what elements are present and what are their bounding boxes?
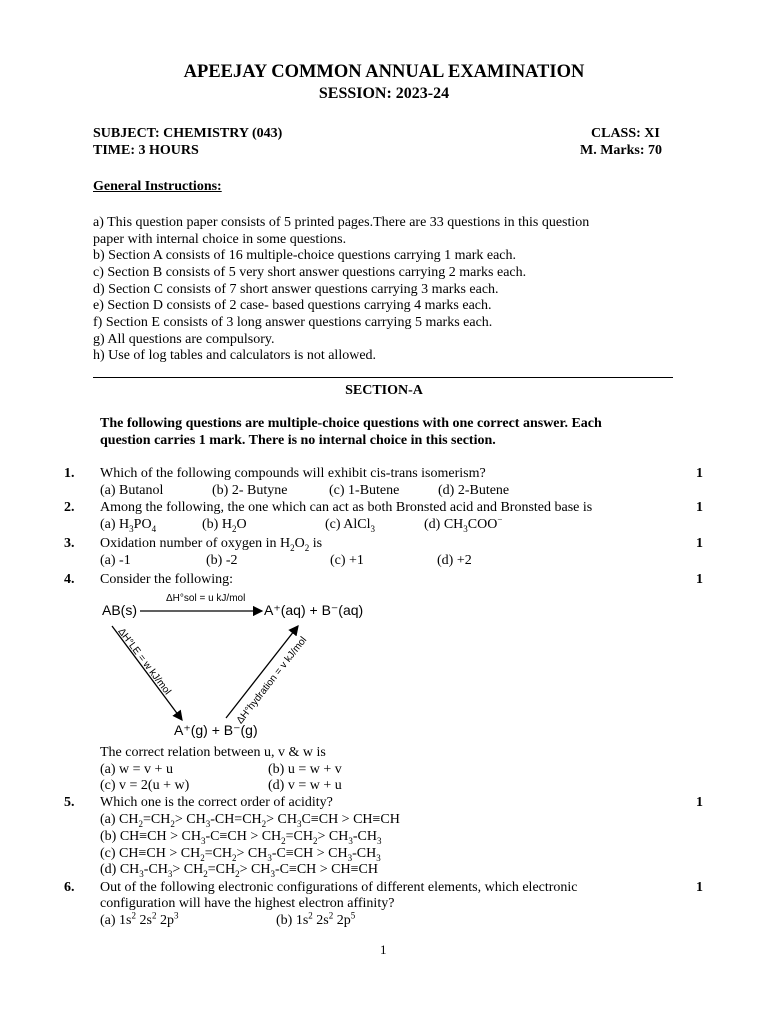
question-mark: 1	[696, 880, 703, 895]
question-number: 4.	[64, 572, 75, 587]
question-number: 6.	[64, 880, 75, 895]
question-mark: 1	[696, 572, 703, 587]
question-mark: 1	[696, 466, 703, 481]
question-text: Out of the following electronic configurations of different elements, which electronic	[100, 880, 578, 895]
diagram-label-ab: AB(s)	[102, 602, 137, 618]
option: (b) u = w + v	[268, 762, 342, 777]
instruction-line: paper with internal choice in some questions.	[93, 232, 347, 247]
instruction-line: b) Section A consists of 16 multiple-choice questions carrying 1 mark each.	[93, 248, 517, 263]
question-text: The correct relation between u, v & w is	[100, 745, 326, 760]
question-text: Which one is the correct order of acidity?	[100, 795, 333, 810]
option: (b) $CH\equiv CH > CH_3-C\equiv CH > CH_2=CH_2> CH_3-CH_3$	[100, 829, 382, 846]
question-mark: 1	[696, 536, 703, 551]
option: (c) 1-Butene	[329, 483, 400, 498]
option: (b) -2	[206, 553, 238, 568]
question-mark: 1	[696, 500, 703, 515]
section-a-heading: SECTION-A	[345, 383, 423, 398]
option: (c) +1	[330, 553, 364, 568]
instruction-line: f) Section E consists of 3 long answer questions carrying 5 marks each.	[93, 315, 493, 330]
diagram-label-gaseous: A⁺(g) + B⁻(g)	[174, 722, 258, 738]
option: (a) $1s^2$ $2s^2$ $2p^3$	[100, 910, 179, 928]
option: (c) AlCl$_3$	[325, 517, 375, 534]
section-a-intro: question carries 1 mark. There is no internal choice in this section.	[100, 433, 496, 448]
section-a-intro: The following questions are multiple-choice questions with one correct answer. Each	[100, 416, 602, 431]
session-label: SESSION: 2023-24	[318, 85, 450, 102]
question-number: 3.	[64, 536, 75, 551]
time-label: TIME: 3 HOURS	[93, 143, 199, 158]
option: (a) $CH_2=CH_2> CH_3-CH=CH_2> CH_3C\equiv CH > CH\equiv CH$	[100, 812, 400, 829]
question-text: Consider the following:	[100, 572, 233, 587]
question-text: Oxidation number of oxygen in $H_2O_2$ is	[100, 536, 323, 553]
instruction-line: e) Section D consists of 2 case- based questions carrying 4 marks each.	[93, 298, 492, 313]
page-number: 1	[380, 942, 387, 957]
question-number: 1.	[64, 466, 75, 481]
option: (b) $H_2O$	[202, 517, 247, 534]
diagram-label-aqueous: A⁺(aq) + B⁻(aq)	[264, 602, 364, 618]
question-text: configuration will have the highest electron affinity?	[100, 896, 395, 911]
option: (c) v = 2(u + w)	[100, 778, 190, 793]
option: (a) Butanol	[100, 483, 164, 498]
instruction-line: a) This question paper consists of 5 printed pages.There are 33 questions in this question	[93, 215, 590, 230]
exam-title: APEEJAY COMMON ANNUAL EXAMINATION	[183, 62, 585, 82]
option: (b) 2- Butyne	[212, 483, 288, 498]
question-mark: 1	[696, 795, 703, 810]
instructions-heading: General Instructions:	[93, 179, 222, 194]
option: (c) $CH\equiv CH > CH_2=CH_2> CH_3-C\equiv CH > CH_3-CH_3$	[100, 846, 381, 863]
diagram-label-sol: ΔH°sol = u kJ/mol	[166, 593, 246, 604]
diagram-label-le: ΔH°LE = w kJ/mol	[115, 626, 173, 698]
option: (b) $1s^2$ $2s^2$ $2p^5$	[276, 910, 356, 928]
question-text: Which of the following compounds will exhibit cis-trans isomerism?	[100, 466, 486, 481]
marks-label: M. Marks: 70	[580, 143, 663, 158]
question-number: 5.	[64, 795, 75, 810]
option: (a) $H_3PO_4$	[100, 517, 157, 534]
instruction-line: g) All questions are compulsory.	[93, 332, 275, 347]
option: (d) +2	[437, 553, 472, 568]
option: (d) $CH_3COO^-$	[424, 514, 503, 534]
question-text: Among the following, the one which can act as both Bronsted acid and Bronsted base is	[100, 500, 593, 515]
option: (d) $CH_3-CH_3> CH_2=CH_2> CH_3-C\equiv CH > CH\equiv CH$	[100, 862, 378, 879]
divider-line	[93, 377, 673, 378]
instruction-line: d) Section C consists of 7 short answer questions carrying 3 marks each.	[93, 282, 499, 297]
diagram-label-hydration: ΔH°hydration = v kJ/mol	[234, 634, 310, 727]
instruction-line: c) Section B consists of 5 very short answer questions carrying 2 marks each.	[93, 265, 527, 280]
option: (d) 2-Butene	[438, 483, 510, 498]
hess-cycle-diagram	[98, 590, 368, 742]
option: (a) w = v + u	[100, 762, 173, 777]
question-number: 2.	[64, 500, 75, 515]
class-label: CLASS: XI	[591, 126, 660, 141]
instruction-line: h) Use of log tables and calculators is not allowed.	[93, 348, 377, 363]
option: (d) v = w + u	[268, 778, 342, 793]
option: (a) -1	[100, 553, 131, 568]
subject-label: SUBJECT: CHEMISTRY (043)	[93, 126, 283, 141]
